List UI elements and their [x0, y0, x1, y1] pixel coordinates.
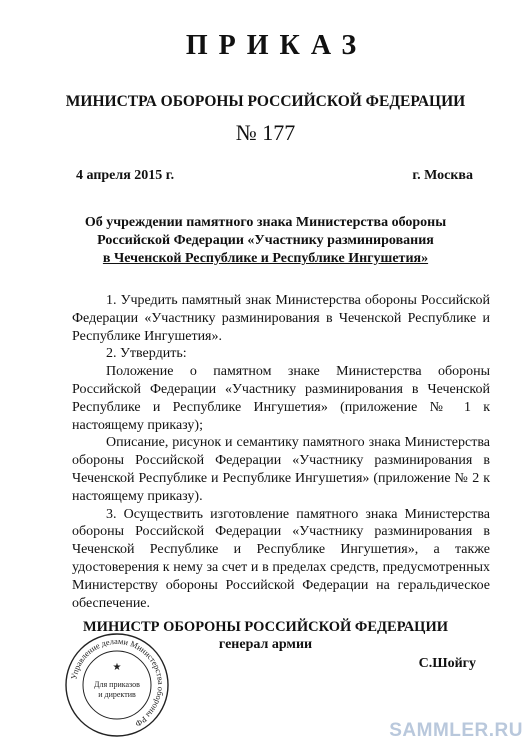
order-subject	[60, 214, 471, 268]
signatory-name: С.Шойгу	[418, 656, 476, 671]
paragraph-4: Описание, рисунок и семантику памятного знака Министерства обороны Российской Федерации «Участнику разминирования в Чеченской Республике и Республике Ингушетия» (приложение № 2 к настоящему приказу).	[72, 435, 490, 504]
signatory-title: МИНИСТР ОБОРОНЫ РОССИЙСКОЙ ФЕДЕРАЦИИ	[83, 619, 448, 635]
paragraph-5: 3. Осуществить изготовление памятного знака Министерства обороны Российской Федерации «Участнику разминирования в Чеченской Республике и Республике Ингушетия», а также удостоверения к нему за счет и в пределах средств, предусмотренных Министерству обороны Российской Федерации на геральдическое обеспечение.	[72, 506, 490, 611]
document-title: ПРИКАЗ	[185, 30, 368, 61]
paragraph-2: 2. Утвердить:	[106, 346, 187, 362]
subject-line-2: Российской Федерации «Участнику разминирования	[97, 233, 434, 248]
order-body	[72, 292, 490, 612]
subject-line-3: в Чеченской Республике и Республике Ингушетия»	[102, 251, 429, 266]
order-city: г. Москва	[412, 168, 473, 183]
stamp-center-line-2: и директив	[98, 690, 136, 699]
subject-line-1: Об учреждении памятного знака Министерства обороны	[84, 215, 447, 230]
paragraph-1: 1. Учредить памятный знак Министерства обороны Российской Федерации «Участнику разминирования в Чеченской Республике и Республике Ингушетия».	[72, 293, 490, 344]
official-stamp	[64, 632, 170, 738]
order-number: № 177	[235, 120, 296, 145]
watermark: SAMMLER.RU	[389, 720, 523, 741]
issuer-heading: МИНИСТРА ОБОРОНЫ РОССИЙСКОЙ ФЕДЕРАЦИИ	[65, 93, 466, 110]
stamp-center-line-1: Для приказов	[94, 680, 140, 689]
stamp-ring-text: Управление делами Министерства обороны РФ	[69, 636, 166, 729]
paragraph-3: Положение о памятном знаке Министерства обороны Российской Федерации «Участнику разминирования в Чеченской Республике и Республике Ингушетия» (приложение № 1 к настоящему приказу);	[72, 364, 490, 433]
star-icon: ★	[112, 662, 122, 673]
order-date: 4 апреля 2015 г.	[76, 168, 175, 183]
signatory-rank: генерал армии	[218, 637, 313, 652]
